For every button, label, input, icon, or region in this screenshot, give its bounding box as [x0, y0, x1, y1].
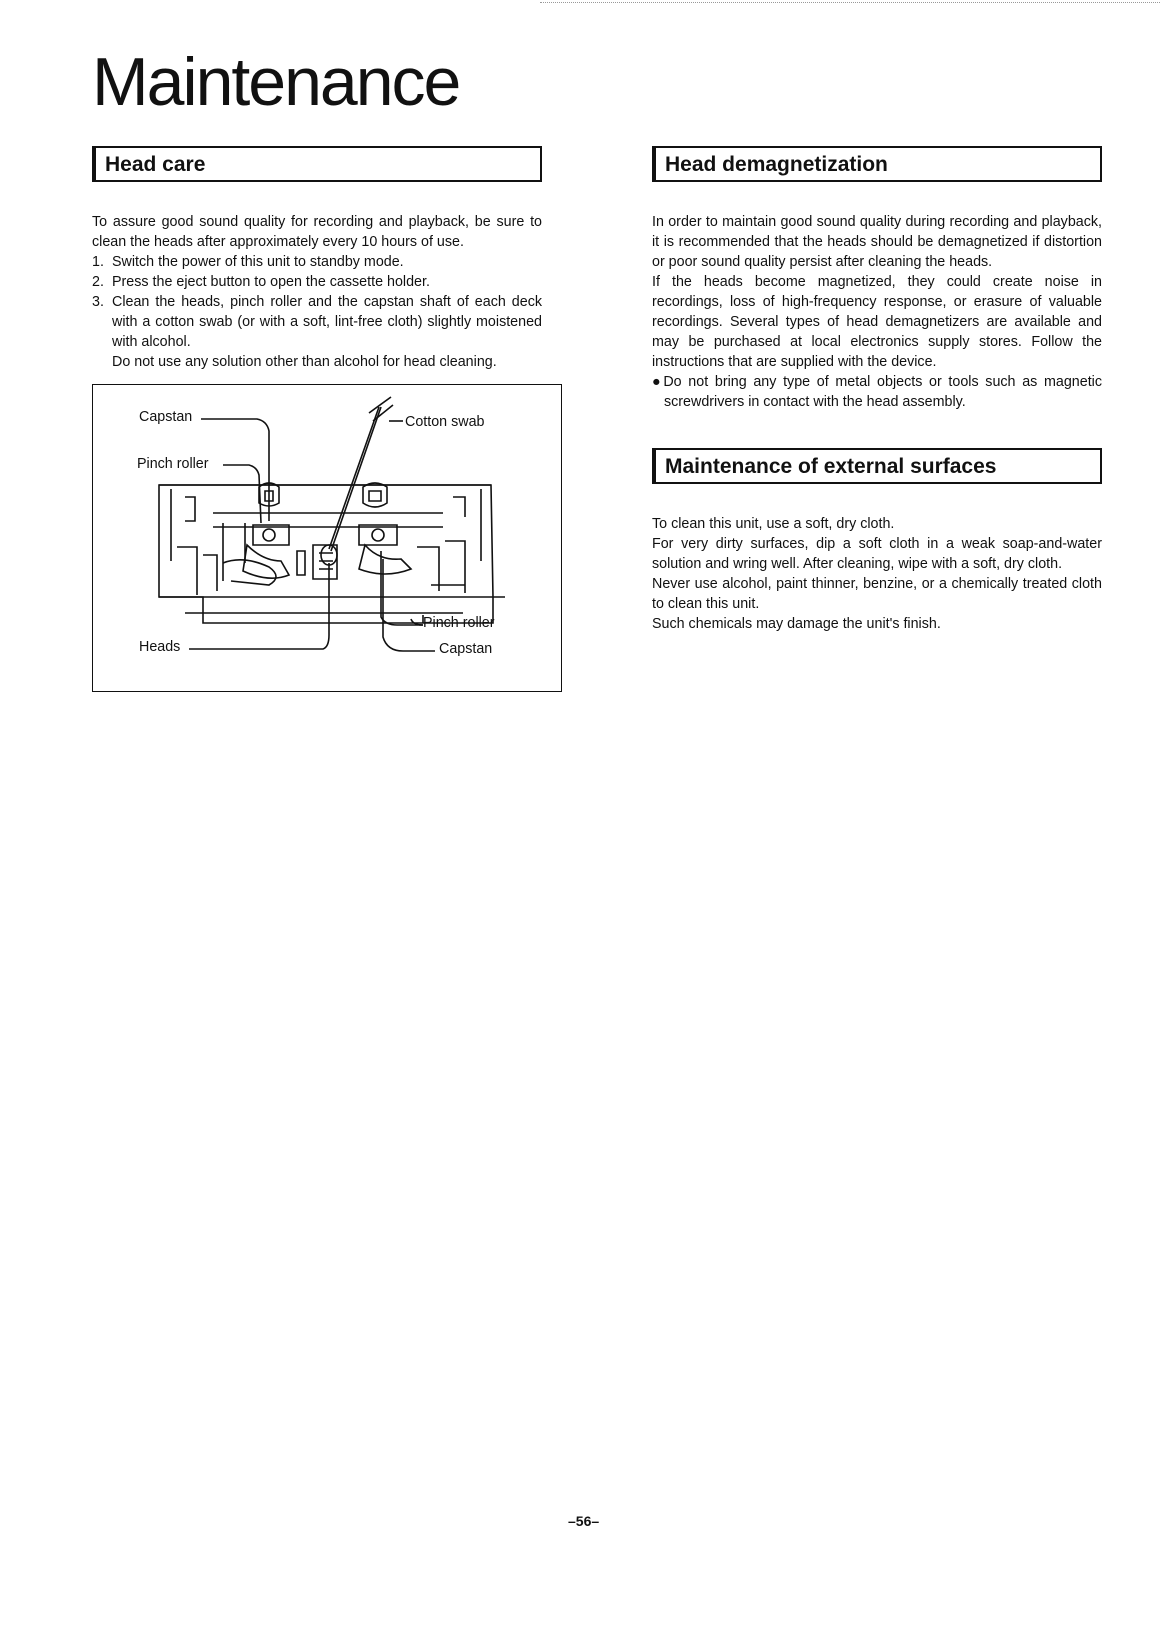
external-line-4: Such chemicals may damage the unit's finish.	[652, 616, 941, 632]
head-care-note: Do not use any solution other than alcohol for head cleaning.	[112, 354, 497, 370]
head-demagnetization-heading: Head demagnetization	[652, 146, 1102, 182]
page-number: –56–	[568, 1513, 600, 1529]
demag-paragraph-2: If the heads become magnetized, they could create noise in recordings, loss of high-frequency response, or erasure of valuable recordings. Several types of head demagnetizers are available and may be purchased at local electronics supply stores. Follow the instructions that are supplied with the device.	[652, 274, 1102, 370]
label-capstan-left: Capstan	[139, 409, 193, 425]
external-line-3: Never use alcohol, paint thinner, benzine, or a chemically treated cloth to clean this unit.	[652, 576, 1102, 612]
step-number: 2.	[92, 274, 104, 290]
external-line-1: To clean this unit, use a soft, dry cloth.	[652, 516, 895, 532]
demag-warning-bullet: ●Do not bring any type of metal objects or tools such as magnetic screwdrivers in contact with the head assembly.	[652, 374, 1102, 410]
step-text: Press the eject button to open the cassette holder.	[112, 274, 430, 290]
step-number: 1.	[92, 254, 104, 270]
label-heads: Heads	[139, 639, 181, 655]
label-capstan-right: Capstan	[439, 641, 493, 657]
demag-paragraph-1: In order to maintain good sound quality during recording and playback, it is recommended that the heads should be demagnetized if distortion or poor sound quality persist after cleaning the heads.	[652, 214, 1102, 270]
external-line-2: For very dirty surfaces, dip a soft cloth in a weak soap-and-water solution and wring well. After cleaning, wipe with a soft, dry cloth.	[652, 536, 1102, 572]
external-surfaces-heading: Maintenance of external surfaces	[652, 448, 1102, 484]
label-pinch-roller-right: Pinch roller	[423, 615, 495, 631]
label-cotton-swab: Cotton swab	[405, 414, 485, 430]
head-care-steps	[92, 252, 542, 352]
head-care-heading: Head care	[92, 146, 542, 182]
step-item	[92, 272, 542, 292]
step-item	[92, 252, 542, 272]
step-number: 3.	[92, 294, 104, 310]
right-column	[652, 146, 1102, 634]
head-care-section	[92, 146, 542, 692]
head-cleaning-diagram	[92, 384, 562, 692]
head-care-intro: To assure good sound quality for recording and playback, be sure to clean the heads after approximately every 10 hours of use.	[92, 214, 542, 250]
page-title: Maintenance	[92, 44, 460, 120]
step-text: Clean the heads, pinch roller and the capstan shaft of each deck with a cotton swab (or with a soft, lint-free cloth) slightly moistened with alcohol.	[112, 294, 542, 350]
step-text: Switch the power of this unit to standby mode.	[112, 254, 404, 270]
step-item	[92, 292, 542, 352]
scan-artifact-line	[540, 2, 1160, 4]
head-demagnetization-section	[652, 146, 1102, 412]
external-surfaces-section	[652, 448, 1102, 634]
label-pinch-roller-left: Pinch roller	[137, 456, 209, 472]
